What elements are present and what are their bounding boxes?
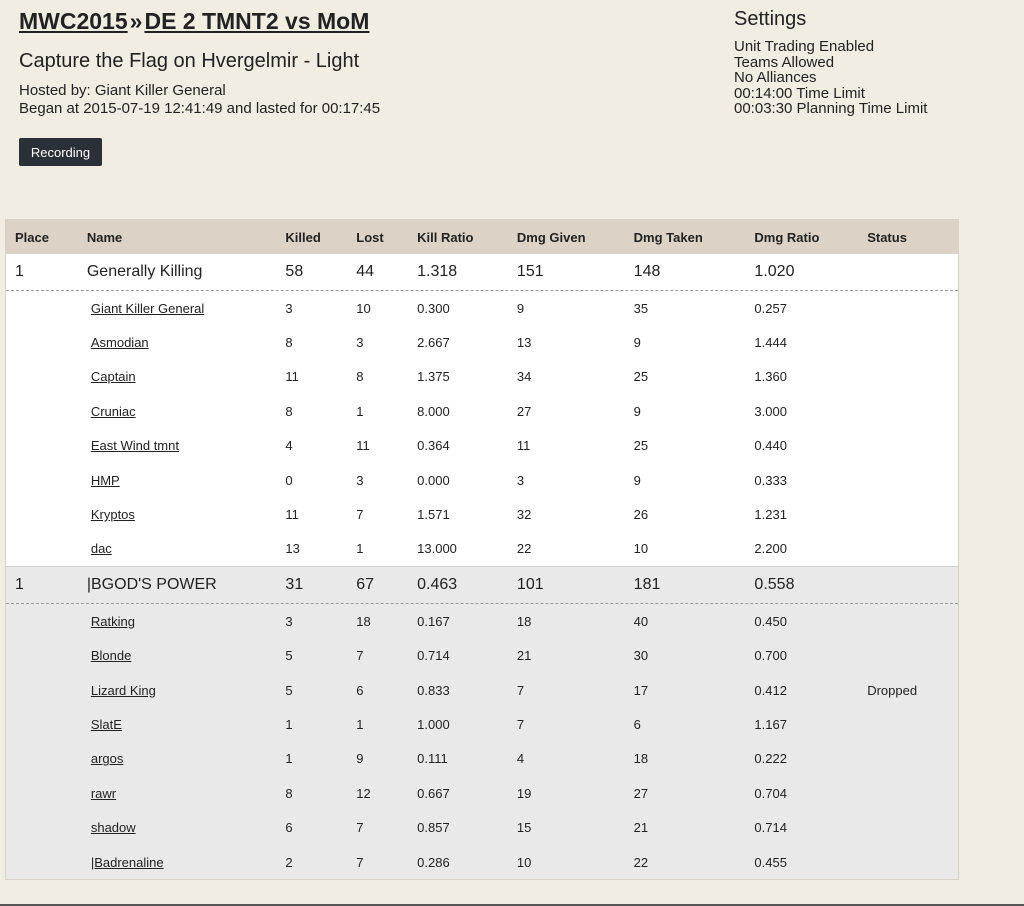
player-dr: 0.412: [754, 682, 787, 698]
team-dr: 0.558: [754, 576, 795, 594]
player-dt: 25: [633, 369, 649, 385]
player-kr: 0.111: [417, 751, 448, 767]
header-status: Status: [867, 229, 907, 245]
player-dr: 0.222: [754, 751, 787, 767]
player-dt: 35: [633, 300, 649, 316]
player-lost: 7: [356, 507, 364, 523]
player-dt: 26: [633, 507, 649, 523]
player-row: [6, 639, 958, 673]
player-kr: 0.833: [417, 682, 450, 698]
player-killed: 8: [285, 785, 293, 801]
player-killed: 0: [285, 472, 293, 488]
player-dg: 27: [516, 403, 532, 419]
player-row: [6, 742, 958, 776]
player-dg: 11: [516, 438, 531, 454]
player-dg: 10: [516, 854, 532, 870]
player-name-link[interactable]: argos: [90, 751, 124, 767]
team-kr: 1.318: [417, 263, 458, 280]
player-killed: 11: [285, 369, 299, 385]
breadcrumb-separator: »: [129, 8, 143, 34]
player-row: [6, 360, 958, 394]
player-name-link[interactable]: Cruniac: [90, 403, 136, 419]
player-dg: 4: [516, 751, 525, 767]
began-at: Began at 2015-07-19 12:41:49 and lasted for 00:17:45: [19, 100, 381, 117]
game-meta: [19, 82, 709, 118]
player-row: [6, 532, 958, 566]
team-dr: 1.020: [754, 263, 795, 280]
player-dt: 22: [633, 854, 649, 870]
player-kr: 0.000: [417, 472, 450, 488]
setting-item: Teams Allowed: [734, 53, 835, 71]
player-row: [6, 810, 958, 844]
player-lost: 11: [356, 438, 370, 454]
player-name-link[interactable]: HMP: [90, 472, 120, 488]
team-group: [6, 254, 958, 566]
team-name: Generally Killing: [86, 263, 203, 280]
player-lost: 9: [356, 751, 364, 767]
player-killed: 5: [285, 682, 293, 698]
recording-button[interactable]: Recording: [19, 138, 102, 166]
player-name: [87, 507, 286, 522]
player-name: [87, 404, 286, 419]
setting-item: Unit Trading Enabled: [734, 38, 875, 55]
player-killed: 8: [285, 335, 293, 351]
player-dr: 3.000: [754, 403, 787, 419]
player-dr: 0.333: [754, 472, 787, 488]
player-dt: 9: [633, 335, 641, 351]
player-lost: 6: [356, 682, 364, 698]
player-kr: 1.000: [417, 716, 450, 732]
player-name: [87, 335, 286, 350]
player-name: [87, 786, 286, 801]
player-row: [6, 845, 958, 879]
player-name: [87, 541, 286, 556]
player-name: [87, 648, 286, 663]
player-row: [6, 325, 958, 359]
team-place: 1: [15, 263, 24, 280]
setting-item: 00:03:30 Planning Time Limit: [734, 100, 928, 117]
team-group: [6, 566, 958, 879]
results-table: [5, 219, 959, 880]
team-dt: 148: [633, 263, 661, 280]
player-name-link[interactable]: Blonde: [90, 648, 132, 664]
player-dg: 7: [516, 682, 525, 698]
player-kr: 0.300: [417, 300, 450, 316]
player-lost: 18: [356, 613, 371, 629]
header-dmg-taken: Dmg Taken: [633, 229, 703, 245]
player-row: [6, 291, 958, 325]
hosted-by: Hosted by: Giant Killer General: [19, 82, 226, 99]
player-dr: 0.704: [754, 785, 787, 801]
player-dg: 7: [516, 716, 525, 732]
player-killed: 3: [285, 613, 293, 629]
team-row: [6, 566, 958, 604]
player-killed: 1: [285, 751, 293, 767]
player-dt: 25: [633, 438, 649, 454]
game-subtitle: Capture the Flag on Hvergelmir - Light: [19, 50, 360, 72]
player-kr: 0.667: [417, 785, 450, 801]
setting-item: No Alliances: [734, 69, 817, 86]
player-lost: 12: [356, 785, 371, 801]
player-dt: 40: [633, 613, 649, 629]
player-name: [87, 369, 286, 384]
team-lost: 44: [356, 263, 375, 280]
header-killed: Killed: [285, 229, 321, 245]
player-name-link[interactable]: SlatE: [90, 716, 122, 732]
settings-title: Settings: [734, 8, 807, 30]
player-lost: 7: [356, 820, 364, 836]
player-kr: 1.571: [417, 507, 450, 523]
player-dg: 34: [516, 369, 532, 385]
player-dr: 0.714: [754, 820, 787, 836]
player-lost: 7: [356, 854, 364, 870]
player-name: [87, 473, 286, 488]
player-dr: 0.455: [754, 854, 787, 870]
player-dr: 0.440: [754, 438, 787, 454]
player-row: [6, 776, 958, 810]
player-dt: 10: [633, 541, 649, 557]
player-lost: 10: [356, 300, 371, 316]
player-killed: 5: [285, 648, 293, 664]
team-kr: 0.463: [417, 576, 458, 594]
player-kr: 13.000: [417, 541, 457, 557]
player-kr: 0.286: [417, 854, 450, 870]
player-dg: 13: [516, 335, 532, 351]
player-name: [87, 855, 286, 870]
team-dg: 101: [516, 576, 544, 594]
player-killed: 6: [285, 820, 293, 836]
player-dt: 30: [633, 648, 649, 664]
player-dr: 1.167: [754, 716, 787, 732]
page-header: [19, 6, 709, 118]
player-dr: 1.231: [754, 507, 787, 523]
player-dt: 9: [633, 472, 641, 488]
player-name: [87, 301, 286, 316]
player-name-link[interactable]: rawr: [90, 785, 117, 801]
header-place: Place: [15, 229, 49, 245]
header-dmg-ratio: Dmg Ratio: [754, 229, 820, 245]
player-lost: 1: [356, 716, 364, 732]
player-dg: 18: [516, 613, 532, 629]
player-row: [6, 497, 958, 531]
player-row: [6, 394, 958, 428]
player-name-link[interactable]: Asmodian: [90, 335, 149, 351]
player-dg: 22: [516, 541, 532, 557]
player-kr: 2.667: [417, 335, 450, 351]
player-dr: 0.700: [754, 648, 787, 664]
header-lost: Lost: [356, 229, 384, 245]
player-lost: 3: [356, 472, 364, 488]
team-lost: 67: [356, 576, 375, 594]
team-dg: 151: [516, 263, 544, 280]
player-kr: 8.000: [417, 403, 450, 419]
player-row: [6, 673, 958, 707]
player-dt: 18: [633, 751, 649, 767]
player-killed: 11: [285, 507, 299, 523]
player-kr: 1.375: [417, 369, 450, 385]
player-name-link[interactable]: Lizard King: [90, 682, 156, 698]
player-dt: 27: [633, 785, 649, 801]
player-name-link[interactable]: Giant Killer General: [90, 300, 205, 316]
player-kr: 0.714: [417, 648, 450, 664]
player-name-link[interactable]: dac: [90, 541, 112, 557]
player-row: [6, 463, 958, 497]
player-name: [87, 614, 286, 629]
player-dg: 3: [516, 472, 525, 488]
player-name-link[interactable]: East Wind tmnt: [90, 438, 179, 454]
page-title: [19, 6, 709, 36]
player-name: [87, 438, 286, 453]
player-name: [87, 717, 286, 732]
player-killed: 2: [285, 854, 293, 870]
team-place: 1: [15, 576, 24, 594]
player-killed: 3: [285, 300, 293, 316]
player-killed: 8: [285, 403, 293, 419]
player-dg: 19: [516, 785, 532, 801]
player-row: [6, 604, 958, 638]
player-kr: 0.364: [417, 438, 450, 454]
player-lost: 1: [356, 403, 364, 419]
player-name: [87, 751, 286, 766]
player-dt: 21: [633, 820, 649, 836]
team-killed: 58: [285, 263, 304, 280]
player-dt: 9: [633, 403, 641, 419]
player-name-link[interactable]: Kryptos: [90, 507, 135, 523]
player-lost: 7: [356, 648, 364, 664]
header-name: Name: [86, 229, 123, 245]
header-kill-ratio: Kill Ratio: [417, 229, 474, 245]
header-dmg-given: Dmg Given: [516, 229, 586, 245]
player-name: [87, 820, 286, 835]
player-killed: 13: [285, 541, 300, 557]
player-name-link[interactable]: Captain: [90, 369, 136, 385]
player-dg: 21: [516, 648, 532, 664]
player-status: Dropped: [867, 682, 918, 698]
player-dg: 32: [516, 507, 532, 523]
player-name-link[interactable]: |Badrenaline: [90, 854, 164, 870]
team-name: |BGOD'S POWER: [86, 576, 217, 594]
player-kr: 0.857: [417, 820, 450, 836]
player-dr: 0.257: [754, 300, 787, 316]
player-dr: 2.200: [754, 541, 787, 557]
player-dr: 1.360: [754, 369, 787, 385]
player-kr: 0.167: [417, 613, 450, 629]
team-row: [6, 254, 958, 291]
breadcrumb-tournament-link[interactable]: MWC2015: [19, 8, 128, 34]
player-dt: 17: [633, 682, 649, 698]
player-dg: 15: [516, 820, 532, 836]
setting-item: 00:14:00 Time Limit: [734, 84, 865, 102]
player-dg: 9: [516, 300, 525, 316]
settings-panel: [734, 7, 1014, 117]
player-killed: 4: [285, 438, 293, 454]
player-lost: 1: [356, 541, 364, 557]
player-name-link[interactable]: shadow: [90, 820, 136, 836]
player-row: [6, 707, 958, 741]
breadcrumb-match-link[interactable]: DE 2 TMNT2 vs MoM: [144, 8, 370, 34]
player-dr: 0.450: [754, 613, 787, 629]
player-killed: 1: [285, 716, 293, 732]
player-dt: 6: [633, 716, 641, 732]
team-killed: 31: [285, 576, 304, 594]
settings-list: [734, 39, 1014, 117]
player-name: [87, 683, 286, 698]
table-header: [6, 220, 958, 254]
player-name-link[interactable]: Ratking: [90, 613, 135, 629]
player-row: [6, 429, 958, 463]
player-lost: 8: [356, 369, 364, 385]
player-lost: 3: [356, 335, 364, 351]
player-dr: 1.444: [754, 335, 787, 351]
team-dt: 181: [633, 576, 661, 594]
